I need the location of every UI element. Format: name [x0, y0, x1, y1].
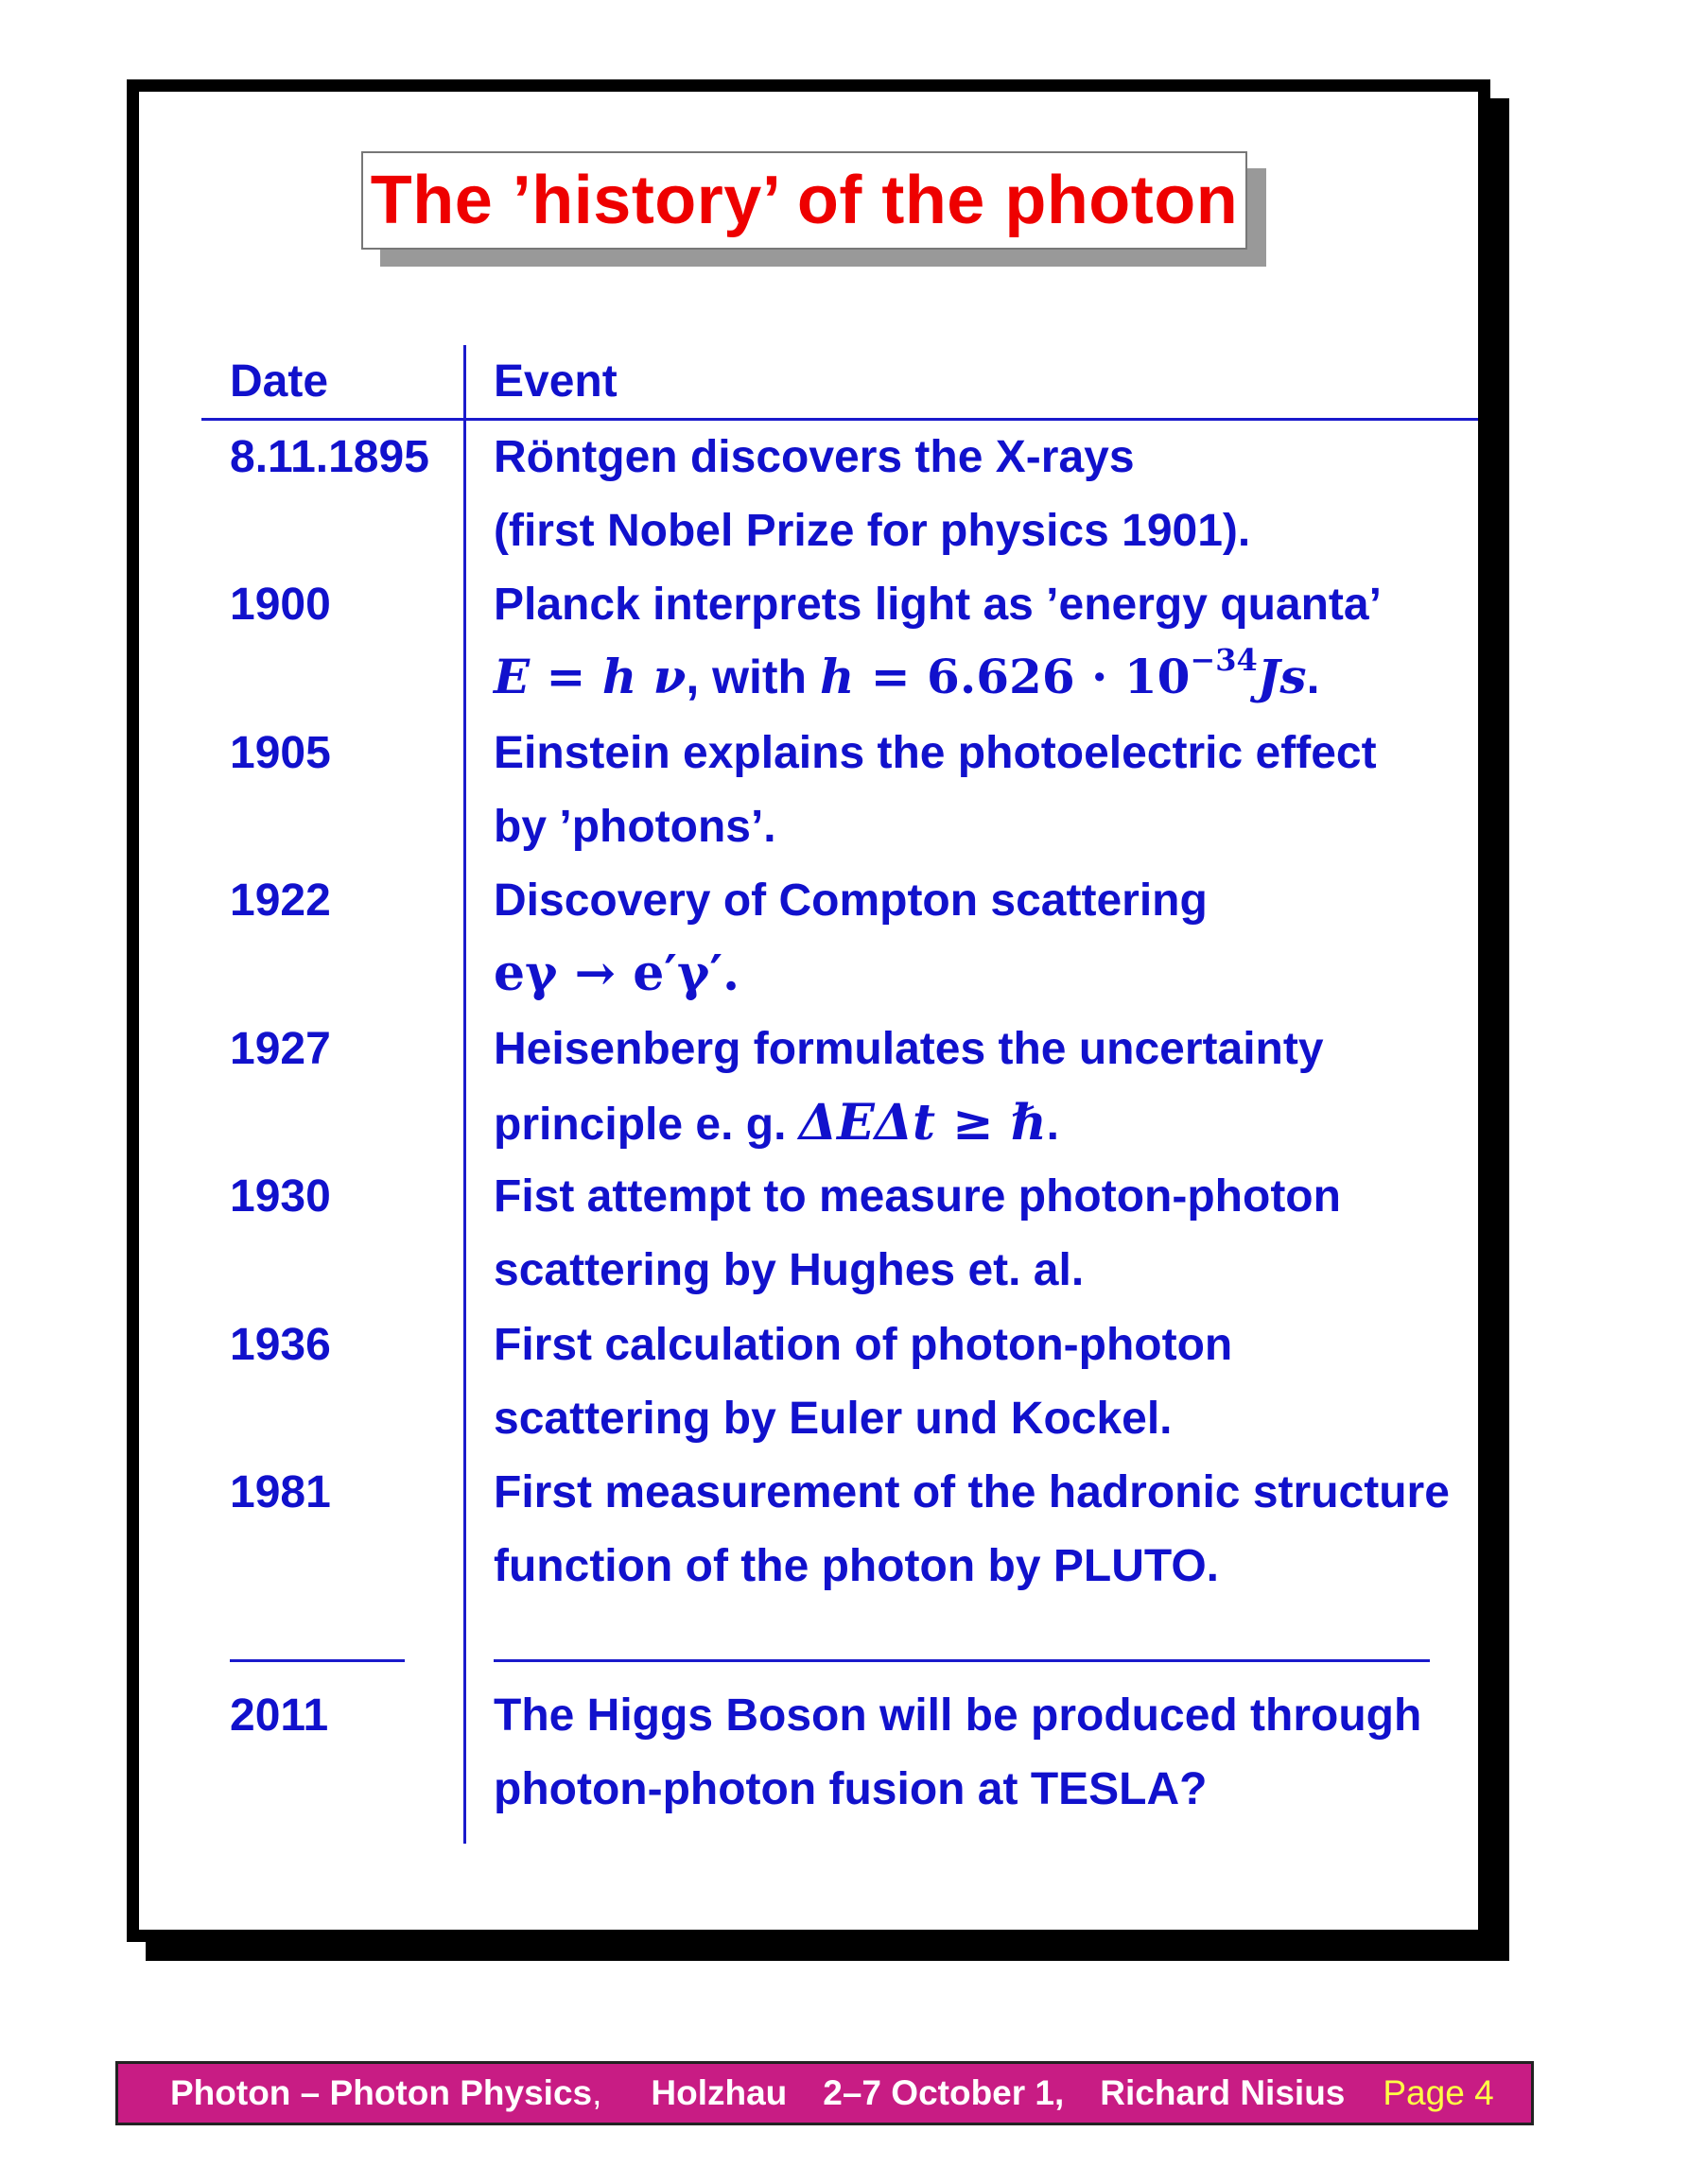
row-date: 1922	[230, 875, 331, 926]
title-box	[361, 151, 1247, 250]
date-header: Date	[230, 356, 329, 407]
footer-comma: ,	[592, 2073, 602, 2112]
row-date: 1930	[230, 1171, 331, 1222]
footer-location: Holzhau	[651, 2073, 788, 2112]
row-event-line: First measurement of the hadronic structure	[494, 1467, 1450, 1517]
uncertainty-line: principle e. g. ΔEΔt ≥ ℏ.	[494, 1094, 1060, 1152]
row-date: 1981	[230, 1467, 331, 1517]
row-event-line: scattering by Euler und Kockel.	[494, 1394, 1173, 1444]
row-date: 2011	[230, 1690, 329, 1741]
row-event-line: Einstein explains the photoelectric effect	[494, 728, 1377, 778]
row-event-line: Discovery of Compton scattering	[494, 875, 1208, 926]
row-date: 1905	[230, 728, 331, 778]
footer-bar	[115, 2061, 1534, 2125]
row-event-line: by ’photons’.	[494, 802, 776, 852]
row-event-line: The Higgs Boson will be produced through	[494, 1690, 1422, 1741]
row-event-line: Fist attempt to measure photon-photon	[494, 1171, 1341, 1222]
row-event-line: scattering by Hughes et. al.	[494, 1245, 1085, 1295]
row-date: 8.11.1895	[230, 432, 429, 482]
row-event-line: (first Nobel Prize for physics 1901).	[494, 506, 1251, 556]
header-rule	[201, 418, 1478, 421]
row-event-line: Heisenberg formulates the uncertainty	[494, 1024, 1324, 1074]
planck-formula: E = h ν, with $h = 6.626 \cdot 10^{-34}Js$.	[494, 642, 1320, 704]
slide-frame	[127, 79, 1490, 1942]
row-date: 1927	[230, 1024, 331, 1074]
event-header: Event	[494, 356, 618, 407]
column-divider	[463, 345, 466, 1844]
row-event-line: photon-photon fusion at TESLA?	[494, 1764, 1208, 1814]
separator-rule-date	[230, 1659, 405, 1662]
slide-title: The ’history’ of the photon	[370, 163, 1239, 238]
row-event-line: First calculation of photon-photon	[494, 1320, 1233, 1370]
footer-author: Richard Nisius	[1100, 2073, 1346, 2112]
compton-formula: eγ → e′γ′.	[494, 945, 740, 1002]
row-date: 1936	[230, 1320, 331, 1370]
row-event-line: Planck interprets light as ’energy quanta’	[494, 580, 1382, 630]
footer-dates: 2–7 October 1,	[823, 2073, 1065, 2112]
footer-title: Photon – Photon Physics	[170, 2073, 593, 2112]
row-event-line: function of the photon by PLUTO.	[494, 1541, 1219, 1591]
row-date: 1900	[230, 580, 331, 630]
footer-page-number: Page 4	[1383, 2073, 1494, 2112]
row-event-line: Röntgen discovers the X-rays	[494, 432, 1135, 482]
separator-rule-event	[494, 1659, 1430, 1662]
